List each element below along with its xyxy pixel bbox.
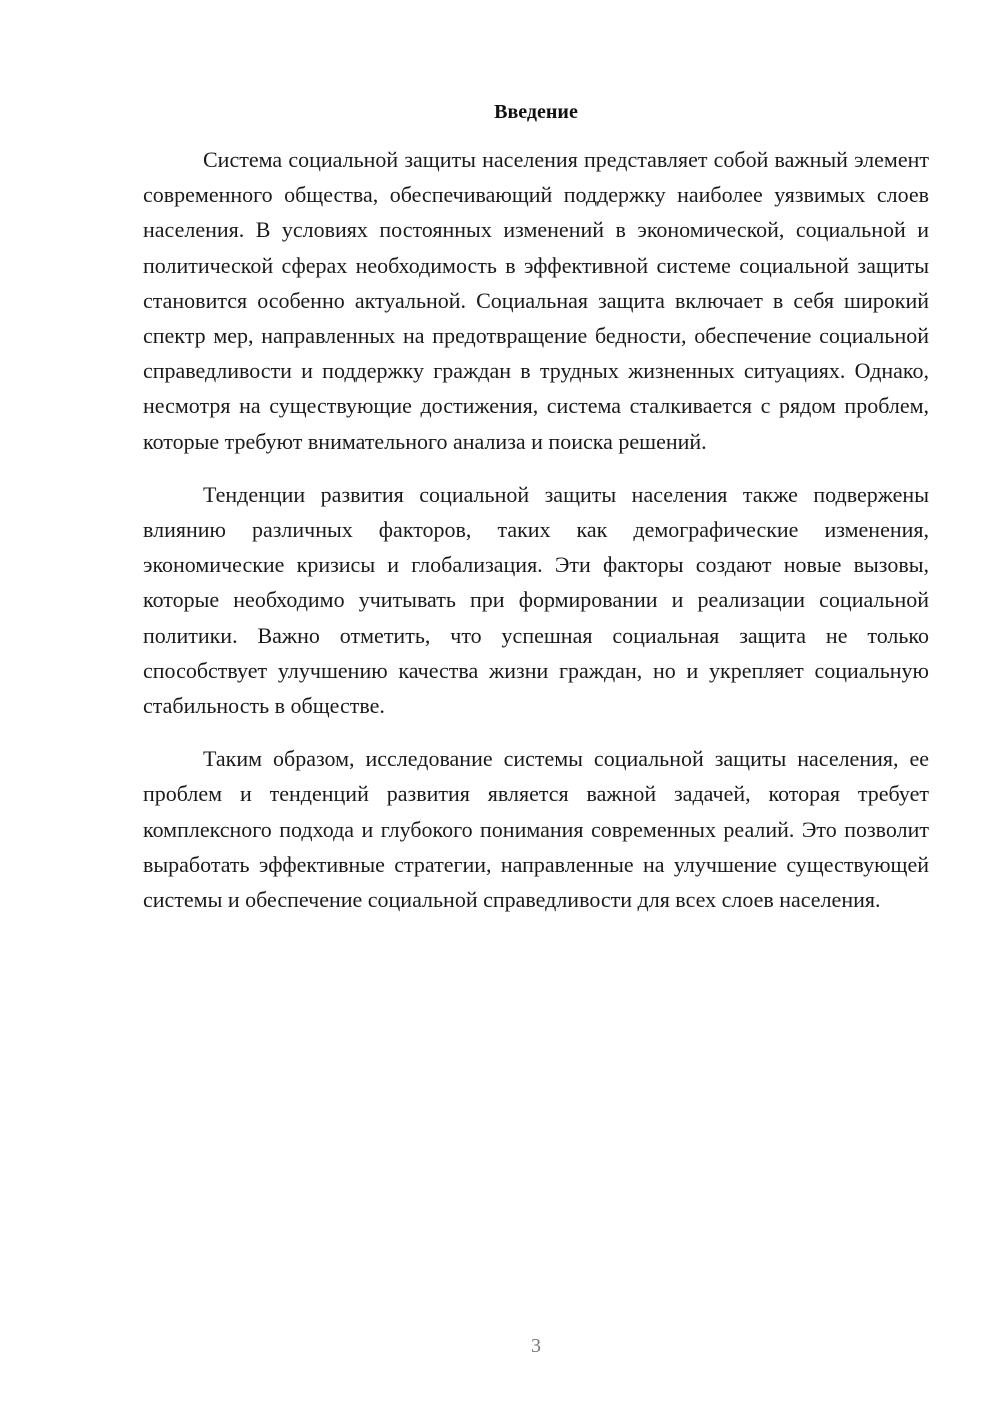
page-number: 3 <box>531 1335 541 1357</box>
paragraph-1: Система социальной защиты населения представляет собой важный элемент современного общества, обеспечивающий поддержку наиболее уязвимых слоев населения. В условиях постоянных изменений в экономической, социальной и политической сферах необходимость в эффективной системе социальной защиты становится особенно актуальной. Социальная защита включает в себя широкий спектр мер, направленных на предотвращение бедности, обеспечение социальной справедливости и поддержку граждан в трудных жизненных ситуациях. Однако, несмотря на существующие достижения, система сталкивается с рядом проблем, которые требуют внимательного анализа и поиска решений. <box>143 147 929 454</box>
paragraph-3: Таким образом, исследование системы социальной защиты населения, ее проблем и тенденций развития является важной задачей, которая требует комплексного подхода и глубокого понимания современных реалий. Это позволит выработать эффективные стратегии, направленные на улучшение существующей системы и обеспечение социальной справедливости для всех слоев населения. <box>143 746 929 913</box>
paragraph-2: Тенденции развития социальной защиты населения также подвержены влиянию различных факторов, таких как демографические изменения, экономические кризисы и глобализация. Эти факторы создают новые вызовы, которые необходимо учитывать при формировании и реализации социальной политики. Важно отметить, что успешная социальная защита не только способствует улучшению качества жизни граждан, но и укрепляет социальную стабильность в обществе. <box>143 481 929 719</box>
body-text <box>143 142 929 917</box>
section-heading: Введение <box>494 101 578 123</box>
